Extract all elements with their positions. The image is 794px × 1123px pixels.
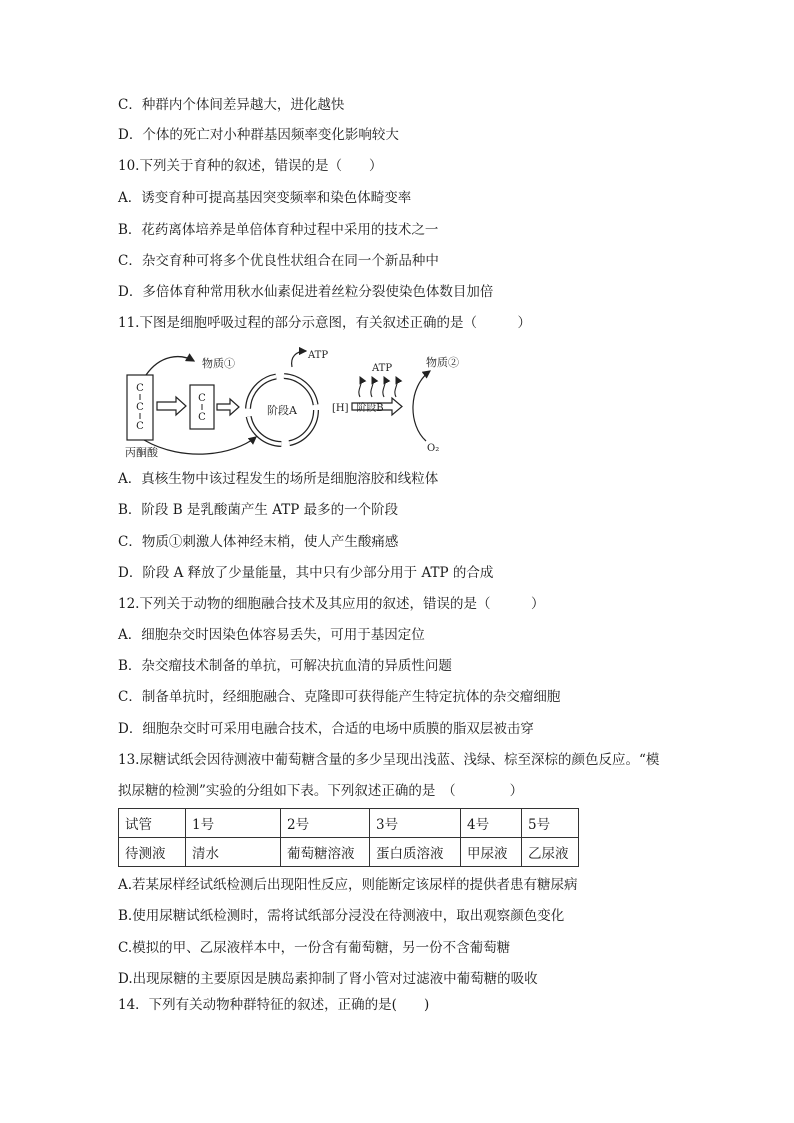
table-cell: 甲尿液 [461, 838, 522, 867]
q13-option-a: A.若某尿样经试纸检测后出现阳性反应，则能断定该尿样的提供者患有糖尿病 [118, 877, 578, 893]
q11-option-a: A．真核生物中该过程发生的场所是细胞溶胶和线粒体 [118, 471, 439, 487]
q11-option-d: D．阶段 A 释放了少量能量，其中只有少部分用于 ATP 的合成 [118, 565, 494, 581]
atp-a-label: ATP [308, 350, 329, 361]
arrow-to-substance1 [146, 357, 194, 375]
two-carbon-2: C [198, 412, 206, 423]
two-carbon-1: C [198, 393, 206, 404]
hollow-arrow-pyruvate [157, 397, 186, 415]
q9-option-c: C．种群内个体间差异越大，进化越快 [118, 97, 345, 113]
o2-label: O₂ [427, 443, 440, 454]
pyruvate-carbon-3: C [136, 421, 144, 432]
table-cell: 3号 [370, 809, 461, 838]
q12-option-c: C．制备单抗时，经细胞融合、克隆即可获得能产生特定抗体的杂交瘤细胞 [118, 689, 561, 705]
table-cell: 5号 [522, 809, 579, 838]
q13-table [118, 808, 579, 867]
q10-option-c: C．杂交育种可将多个优良性状组合在同一个新品种中 [118, 253, 439, 269]
q10-option-a: A．诱变育种可提高基因突变频率和染色体畸变率 [118, 190, 412, 206]
arrow-return [144, 437, 256, 454]
q10-option-b: B．花药离体培养是单倍体育种过程中采用的技术之一 [118, 222, 439, 238]
q14-stem: 14．下列有关动物种群特征的叙述，正确的是( ) [118, 997, 430, 1013]
substance1-label: 物质① [202, 357, 235, 370]
q13-stem-line1: 13.尿糖试纸会因待测液中葡萄糖含量的多少呈现出浅蓝、浅绿、棕至深棕的颜色反应。“模 [118, 752, 660, 768]
q10-stem: 10.下列关于育种的叙述，错误的是（ ） [118, 158, 383, 174]
pyruvate-label: 丙酮酸 [125, 446, 158, 459]
q12-stem: 12.下列关于动物的细胞融合技术及其应用的叙述，错误的是（ ） [118, 596, 545, 612]
table-cell: 试管 [119, 809, 186, 838]
q13-option-d: D.出现尿糖的主要原因是胰岛素抑制了肾小管对过滤液中葡萄糖的吸收 [118, 971, 538, 987]
cell-respiration-diagram [124, 345, 474, 460]
q13-option-c: C.模拟的甲、乙尿液样本中，一份含有葡萄糖，另一份不含葡萄糖 [118, 940, 511, 956]
substance2-label: 物质② [426, 356, 459, 369]
stage-a-label: 阶段A [267, 404, 297, 417]
arrow-atp-a [292, 351, 306, 367]
q11-option-c: C．物质①刺激人体神经末梢，使人产生酸痛感 [118, 534, 399, 550]
table-cell: 乙尿液 [522, 838, 579, 867]
q12-option-d: D．细胞杂交时可采用电融合技术，合适的电场中质膜的脂双层被击穿 [118, 721, 534, 737]
atp-b-label: ATP [372, 363, 393, 374]
table-row [119, 838, 579, 867]
h-label: [H] [332, 403, 349, 414]
stage-b-label: 阶段B [356, 403, 384, 414]
table-row [119, 809, 579, 838]
q11-option-b: B．阶段 B 是乳酸菌产生 ATP 最多的一个阶段 [118, 502, 399, 518]
q13-stem-line2: 拟尿糖的检测”实验的分组如下表。下列叙述正确的是 （ ） [118, 783, 524, 799]
pyruvate-carbon-2: C [136, 402, 144, 413]
hollow-arrow-two-carbon [217, 399, 239, 415]
table-cell: 2号 [281, 809, 370, 838]
q10-option-d: D．多倍体育种常用秋水仙素促进着丝粒分裂使染色体数目加倍 [118, 284, 494, 300]
table-cell: 蛋白质溶液 [370, 838, 461, 867]
q9-option-d: D．个体的死亡对小种群基因频率变化影响较大 [118, 127, 399, 143]
table-cell: 4号 [461, 809, 522, 838]
q12-option-a: A．细胞杂交时因染色体容易丢失，可用于基因定位 [118, 627, 425, 643]
table-cell: 待测液 [119, 838, 186, 867]
q11-stem: 11.下图是细胞呼吸过程的部分示意图，有关叙述正确的是（ ） [118, 315, 531, 331]
pyruvate-carbon-1: C [136, 383, 144, 394]
table-cell: 清水 [186, 838, 281, 867]
table-cell: 1号 [186, 809, 281, 838]
q12-option-b: B．杂交瘤技术制备的单抗，可解决抗血清的异质性问题 [118, 658, 452, 674]
q13-option-b: B.使用尿糖试纸检测时，需将试纸部分浸没在待测液中，取出观察颜色变化 [118, 908, 565, 924]
table-cell: 葡萄糖溶液 [281, 838, 370, 867]
arrow-o2-to-substance2 [413, 371, 430, 441]
